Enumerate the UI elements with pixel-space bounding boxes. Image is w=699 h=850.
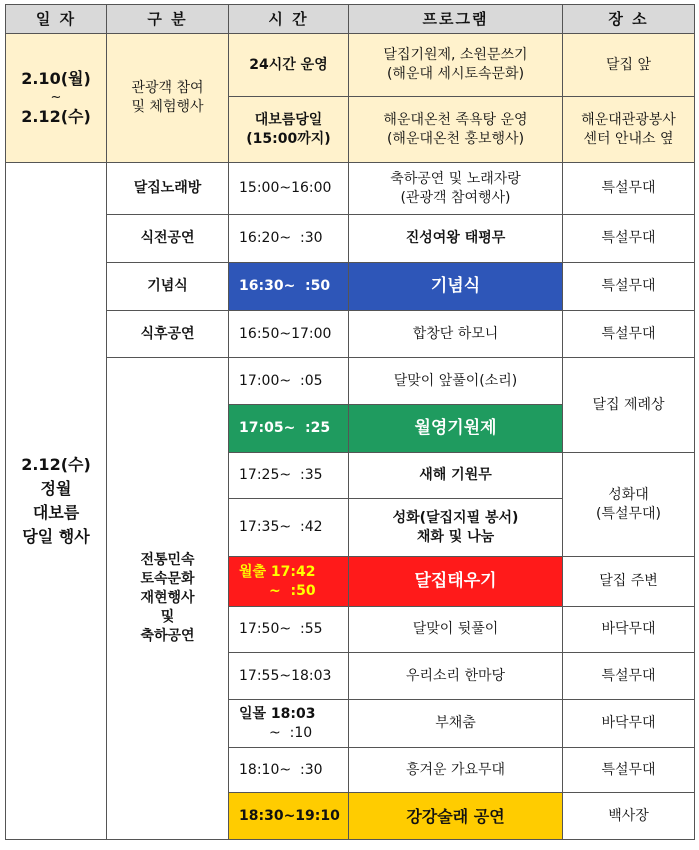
section1-category-line2: 및 체험행사 <box>131 99 204 115</box>
time-cell: 17:25~ :35 <box>229 453 349 499</box>
time-line2: ~ :10 <box>269 724 313 741</box>
table-row <box>6 263 695 311</box>
program-cell: 부채춤 <box>349 700 563 748</box>
place-line1: 성화대 <box>608 486 649 503</box>
program-cell: 월영기원제 <box>349 405 563 453</box>
time-cell: 17:50~ :55 <box>229 607 349 653</box>
time-cell <box>229 557 349 607</box>
section2-date-cell <box>6 163 107 840</box>
program-line1: 축하공연 및 노래자랑 <box>390 170 521 187</box>
category-after: 식후공연 <box>107 311 229 358</box>
section1-date-tilde: ~ <box>50 90 62 105</box>
time-line2: (15:00까지) <box>246 130 331 147</box>
program-cell: 달맞이 뒷풀이 <box>349 607 563 653</box>
section2-date-line2: 정월 <box>40 479 72 498</box>
section1-program-1 <box>349 34 563 97</box>
program-line2: 채화 및 나눔 <box>416 528 495 545</box>
schedule-table <box>5 4 695 840</box>
place-cell-seonghwadae <box>563 453 695 557</box>
section1-date-cell <box>6 34 107 163</box>
section1-time-1 <box>229 34 349 97</box>
section2-date-line4: 당일 행사 <box>22 527 90 546</box>
table-row <box>6 215 695 263</box>
section1-place-2 <box>563 97 695 163</box>
program-line2: (관광객 참여행사) <box>400 189 511 206</box>
time-cell: 17:55~18:03 <box>229 653 349 700</box>
category-folk-line5: 축하공연 <box>140 628 195 644</box>
category-noraebang: 달집노래방 <box>107 163 229 215</box>
program-cell <box>349 499 563 557</box>
program-cell <box>349 163 563 215</box>
header-time: 시 간 <box>229 5 349 34</box>
program-cell: 우리소리 한마당 <box>349 653 563 700</box>
program-line2: (해운대 세시토속문화) <box>386 66 525 82</box>
time-line1: 일몰 18:03 <box>239 705 316 722</box>
program-line1: 성화(달집지필 봉서) <box>392 509 519 526</box>
table-row <box>6 163 695 215</box>
time-cell: 18:10~ :30 <box>229 748 349 793</box>
header-place: 장 소 <box>563 5 695 34</box>
program-line1: 해운대온천 족욕탕 운영 <box>383 111 528 128</box>
program-cell: 달집태우기 <box>349 557 563 607</box>
time-cell: 16:30~ :50 <box>229 263 349 311</box>
place-cell: 특설무대 <box>563 263 695 311</box>
time-cell: 16:50~17:00 <box>229 311 349 358</box>
program-cell: 기념식 <box>349 263 563 311</box>
program-cell: 진성여왕 태평무 <box>349 215 563 263</box>
header-row <box>6 5 695 34</box>
program-line1: 달집기원제, 소원문쓰기 <box>383 47 528 63</box>
place-cell-jaeryesang: 달집 제례상 <box>563 358 695 453</box>
time-cell: 17:05~ :25 <box>229 405 349 453</box>
section1-time-2 <box>229 97 349 163</box>
section2-date-line1: 2.12(수) <box>21 455 91 474</box>
section1-place-1 <box>563 34 695 97</box>
section1-program-2 <box>349 97 563 163</box>
place-cell: 특설무대 <box>563 748 695 793</box>
category-folk-line2: 토속문화 <box>140 571 195 587</box>
time-cell: 15:00~16:00 <box>229 163 349 215</box>
program-cell: 합창단 하모니 <box>349 311 563 358</box>
place-line2: (특설무대) <box>595 505 662 522</box>
program-line2: (해운대온천 홍보행사) <box>386 130 525 147</box>
place-cell: 특설무대 <box>563 163 695 215</box>
place-cell: 특설무대 <box>563 653 695 700</box>
program-cell: 강강술래 공연 <box>349 793 563 840</box>
program-cell: 새해 기원무 <box>349 453 563 499</box>
header-category: 구 분 <box>107 5 229 34</box>
section1-date-start: 2.10(월) <box>21 69 91 88</box>
section1-date-end: 2.12(수) <box>21 107 91 126</box>
category-opening: 식전공연 <box>107 215 229 263</box>
place-text: 달집 앞 <box>605 56 652 73</box>
time-line1: 월출 17:42 <box>239 563 316 580</box>
header-program: 프로그램 <box>349 5 563 34</box>
table-row <box>6 34 695 97</box>
section1-category-cell <box>107 34 229 163</box>
place-cell: 달집 주변 <box>563 557 695 607</box>
time-cell: 16:20~ :30 <box>229 215 349 263</box>
place-line1: 해운대관광봉사 <box>581 111 676 128</box>
place-cell: 백사장 <box>563 793 695 840</box>
category-folk-line4: 및 <box>160 609 175 625</box>
section2-date-line3: 대보름 <box>32 503 80 522</box>
category-folk <box>107 358 229 840</box>
time-cell: 17:35~ :42 <box>229 499 349 557</box>
time-cell: 18:30~19:10 <box>229 793 349 840</box>
time-cell: 17:00~ :05 <box>229 358 349 405</box>
program-cell: 흥겨운 가요무대 <box>349 748 563 793</box>
table-row <box>6 311 695 358</box>
category-ceremony: 기념식 <box>107 263 229 311</box>
category-folk-line1: 전통민속 <box>140 552 195 568</box>
place-cell: 바닥무대 <box>563 700 695 748</box>
time-line2: ~ :50 <box>269 582 316 599</box>
place-cell: 바닥무대 <box>563 607 695 653</box>
time-text: 24시간 운영 <box>249 56 328 73</box>
header-date: 일 자 <box>6 5 107 34</box>
place-line2: 센터 안내소 옆 <box>583 130 674 147</box>
category-folk-line3: 재현행사 <box>140 590 195 606</box>
section1-category-line1: 관광객 참여 <box>131 80 204 96</box>
time-line1: 대보름당일 <box>254 111 323 128</box>
place-cell: 특설무대 <box>563 311 695 358</box>
program-cell: 달맞이 앞풀이(소리) <box>349 358 563 405</box>
place-cell: 특설무대 <box>563 215 695 263</box>
time-cell <box>229 700 349 748</box>
table-row <box>6 358 695 405</box>
